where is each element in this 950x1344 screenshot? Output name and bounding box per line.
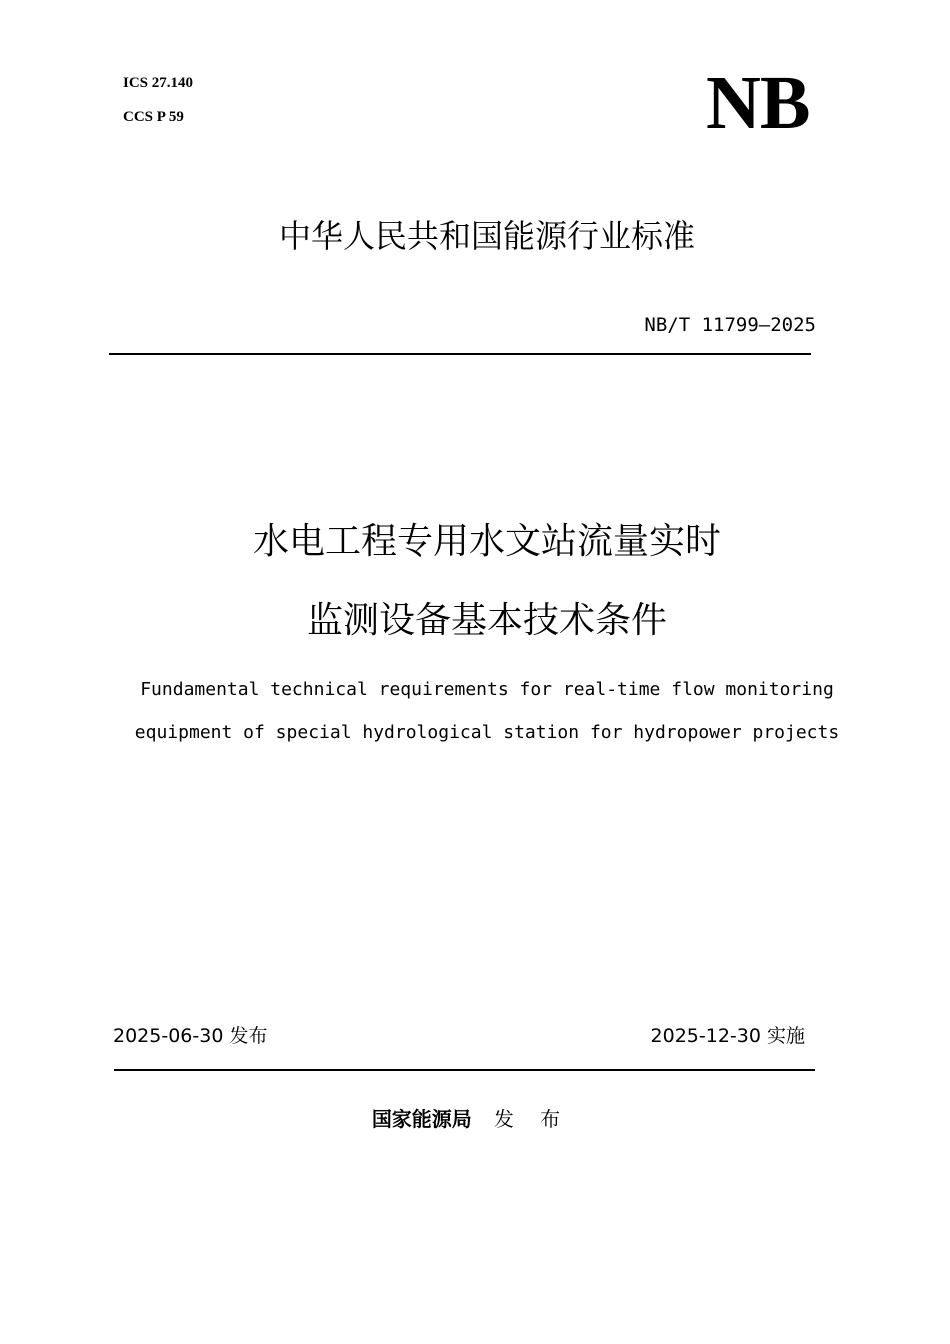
top-divider xyxy=(109,353,811,355)
title-english-line-1: Fundamental technical requirements for real-time flow monitoring xyxy=(140,679,834,700)
ics-code: ICS 27.140 xyxy=(123,75,194,91)
standard-number: NB/T 11799—2025 xyxy=(644,314,816,336)
bottom-divider xyxy=(114,1069,815,1071)
standard-mark: NB xyxy=(706,61,810,145)
implementation-date: 2025-12-30 实施 xyxy=(650,1025,805,1047)
title-chinese-line-1: 水电工程专用水文站流量实时 xyxy=(252,521,721,562)
ccs-code: CCS P 59 xyxy=(123,109,184,125)
issue-date: 2025-06-30 发布 xyxy=(113,1025,268,1047)
publisher-verb: 发 布 xyxy=(493,1107,571,1131)
publisher-name: 国家能源局 xyxy=(371,1107,472,1131)
title-english-line-2: equipment of special hydrological station for hydropower projects xyxy=(134,722,840,743)
title-chinese-line-2: 监测设备基本技术条件 xyxy=(306,600,667,641)
standard-category: 中华人民共和国能源行业标准 xyxy=(278,217,695,255)
publisher-line xyxy=(0,1106,942,1132)
